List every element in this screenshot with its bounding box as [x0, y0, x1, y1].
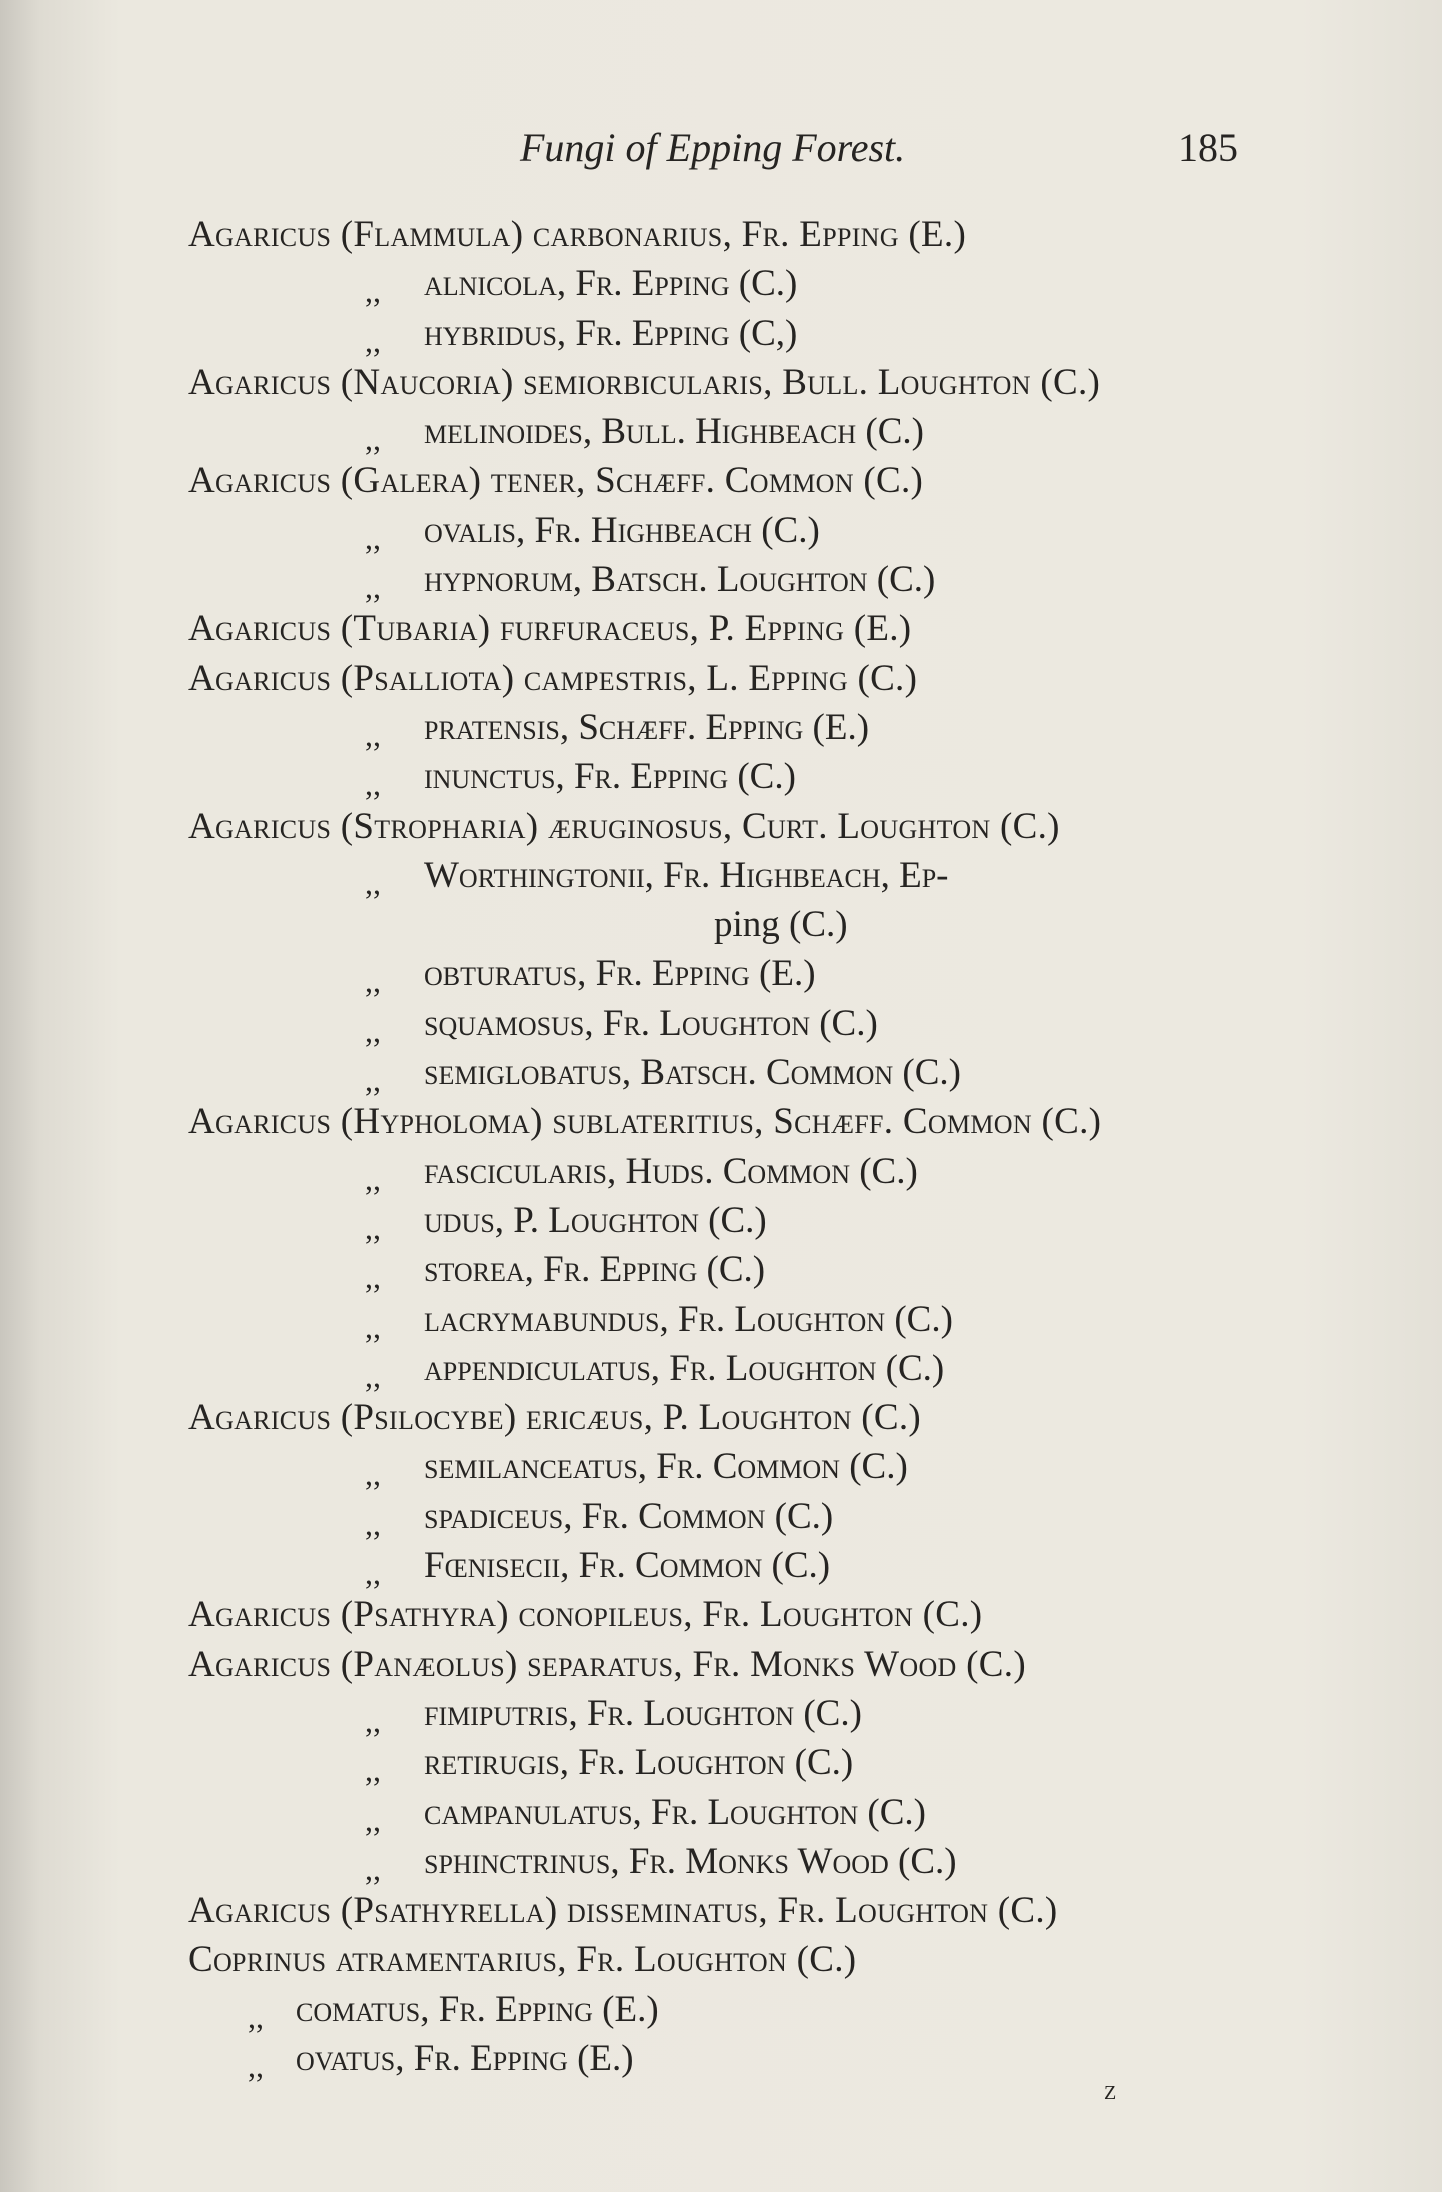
list-item: [0, 309, 1442, 358]
genus-entry: Agaricus (Hypholoma) sublateritius, Schæff. Common (C.): [188, 1101, 1102, 1143]
species-entry: obturatus, Fr. Epping (E.): [424, 953, 816, 995]
species-entry: hybridus, Fr. Epping (C,): [424, 312, 798, 354]
list-item: [0, 555, 1442, 604]
species-entry: semiglobatus, Batsch. Common (C.): [424, 1052, 962, 1094]
ditto-mark: ,,: [365, 716, 381, 753]
list-item: [0, 259, 1442, 308]
list-item: [0, 1886, 1442, 1935]
species-entry: pratensis, Schæff. Epping (E.): [424, 706, 870, 748]
genus-entry: Agaricus (Psilocybe) ericæus, P. Loughton (C.): [188, 1397, 922, 1439]
list-item: [0, 210, 1442, 259]
species-entry: hypnorum, Batsch. Loughton (C.): [424, 559, 936, 601]
ditto-mark: ,,: [365, 1308, 381, 1345]
list-item: [0, 1837, 1442, 1886]
list-item: [0, 1590, 1442, 1639]
list-item: [0, 1985, 1442, 2034]
ditto-mark: ,,: [365, 1259, 381, 1296]
list-item: [0, 1295, 1442, 1344]
ditto-mark: ,,: [365, 1357, 381, 1394]
species-entry: melinoides, Bull. Highbeach (C.): [424, 411, 924, 453]
species-entry: comatus, Fr. Epping (E.): [296, 1988, 659, 2030]
species-entry: appendiculatus, Fr. Loughton (C.): [424, 1347, 945, 1389]
genus-entry: Agaricus (Psathyrella) disseminatus, Fr. Loughton (C.): [188, 1890, 1058, 1932]
list-item: [0, 1788, 1442, 1837]
genus-entry: Agaricus (Flammula) carbonarius, Fr. Epping (E.): [188, 214, 967, 255]
species-entry: retirugis, Fr. Loughton (C.): [424, 1742, 854, 1784]
list-item: [0, 1640, 1442, 1689]
species-entry: ovatus, Fr. Epping (E.): [296, 2037, 634, 2079]
list-item: [0, 654, 1442, 703]
species-entry: fascicularis, Huds. Common (C.): [424, 1150, 918, 1192]
list-item: [0, 1935, 1442, 1984]
species-entry: Worthingtonii, Fr. Highbeach, Ep-: [424, 854, 949, 896]
list-item: [0, 1344, 1442, 1393]
list-item: [0, 1393, 1442, 1442]
list-item: [0, 1097, 1442, 1146]
ditto-mark: ,,: [365, 1160, 381, 1197]
ditto-mark: ,,: [365, 1850, 381, 1887]
ditto-mark: ,,: [365, 1062, 381, 1099]
genus-entry: Agaricus (Psathyra) conopileus, Fr. Loughton (C.): [188, 1594, 983, 1636]
species-entry: alnicola, Fr. Epping (C.): [424, 263, 798, 305]
ditto-mark: ,,: [365, 569, 381, 606]
list-item: [0, 1689, 1442, 1738]
genus-entry: Coprinus atramentarius, Fr. Loughton (C.): [188, 1939, 857, 1981]
ditto-mark: ,,: [365, 1752, 381, 1789]
list-item: [0, 900, 1442, 949]
page-header: [0, 124, 1442, 184]
species-entry: spadiceus, Fr. Common (C.): [424, 1495, 834, 1537]
list-item: [0, 2034, 1442, 2083]
genus-entry: Agaricus (Psalliota) campestris, L. Epping (C.): [188, 657, 918, 699]
list-item: [0, 1442, 1442, 1491]
list-item: [0, 1048, 1442, 1097]
ditto-mark: ,,: [365, 1456, 381, 1493]
species-entry: sphinctrinus, Fr. Monks Wood (C.): [424, 1840, 957, 1882]
list-item: [0, 851, 1442, 900]
ditto-mark: ,,: [248, 2047, 264, 2084]
genus-entry: Agaricus (Galera) tener, Schæff. Common (C.): [188, 460, 924, 502]
species-entry: squamosus, Fr. Loughton (C.): [424, 1002, 878, 1044]
signature-mark: z: [1104, 2075, 1117, 2106]
list-item: [0, 752, 1442, 801]
genus-entry: Agaricus (Tubaria) furfuraceus, P. Epping (E.): [188, 608, 912, 650]
list-item: [0, 1492, 1442, 1541]
genus-entry: Agaricus (Panæolus) separatus, Fr. Monks Wood (C.): [188, 1643, 1026, 1685]
ditto-mark: ,,: [365, 864, 381, 901]
ditto-mark: ,,: [365, 766, 381, 803]
list-item: [0, 1738, 1442, 1787]
list-item: [0, 1245, 1442, 1294]
species-entry: udus, P. Loughton (C.): [424, 1199, 767, 1241]
ditto-mark: ,,: [365, 322, 381, 359]
list-item: [0, 456, 1442, 505]
ditto-mark: ,,: [365, 1209, 381, 1246]
page-number: 185: [1178, 125, 1238, 170]
species-entry: lacrymabundus, Fr. Loughton (C.): [424, 1298, 953, 1340]
species-entry: inunctus, Fr. Epping (C.): [424, 756, 796, 798]
continuation-text: ping (C.): [714, 904, 848, 946]
running-title: Fungi of Epping Forest.: [520, 125, 906, 170]
species-entry: fimiputris, Fr. Loughton (C.): [424, 1692, 862, 1734]
list-item: [0, 802, 1442, 851]
ditto-mark: ,,: [365, 1702, 381, 1739]
list-item: [0, 1541, 1442, 1590]
genus-entry: Agaricus (Naucoria) semiorbicularis, Bull. Loughton (C.): [188, 361, 1101, 403]
ditto-mark: ,,: [365, 421, 381, 458]
ditto-mark: ,,: [365, 1801, 381, 1838]
list-item: [0, 506, 1442, 555]
species-entry: Fœnisecii, Fr. Common (C.): [424, 1545, 831, 1587]
list-item: [0, 949, 1442, 998]
ditto-mark: ,,: [365, 273, 381, 310]
ditto-mark: ,,: [365, 1555, 381, 1592]
species-entry: campanulatus, Fr. Loughton (C.): [424, 1791, 926, 1833]
ditto-mark: ,,: [365, 519, 381, 556]
ditto-mark: ,,: [248, 1998, 264, 2035]
list-item: [0, 703, 1442, 752]
list-item: [0, 1196, 1442, 1245]
ditto-mark: ,,: [365, 1505, 381, 1542]
list-item: [0, 1147, 1442, 1196]
list-item: [0, 358, 1442, 407]
species-entry: semilanceatus, Fr. Common (C.): [424, 1446, 908, 1488]
species-entry: storea, Fr. Epping (C.): [424, 1249, 766, 1291]
ditto-mark: ,,: [365, 1012, 381, 1049]
list-item: [0, 407, 1442, 456]
list-item: [0, 999, 1442, 1048]
species-list: [0, 210, 1442, 2083]
list-item: [0, 604, 1442, 653]
species-entry: ovalis, Fr. Highbeach (C.): [424, 509, 820, 551]
ditto-mark: ,,: [365, 963, 381, 1000]
genus-entry: Agaricus (Stropharia) æruginosus, Curt. Loughton (C.): [188, 805, 1060, 847]
